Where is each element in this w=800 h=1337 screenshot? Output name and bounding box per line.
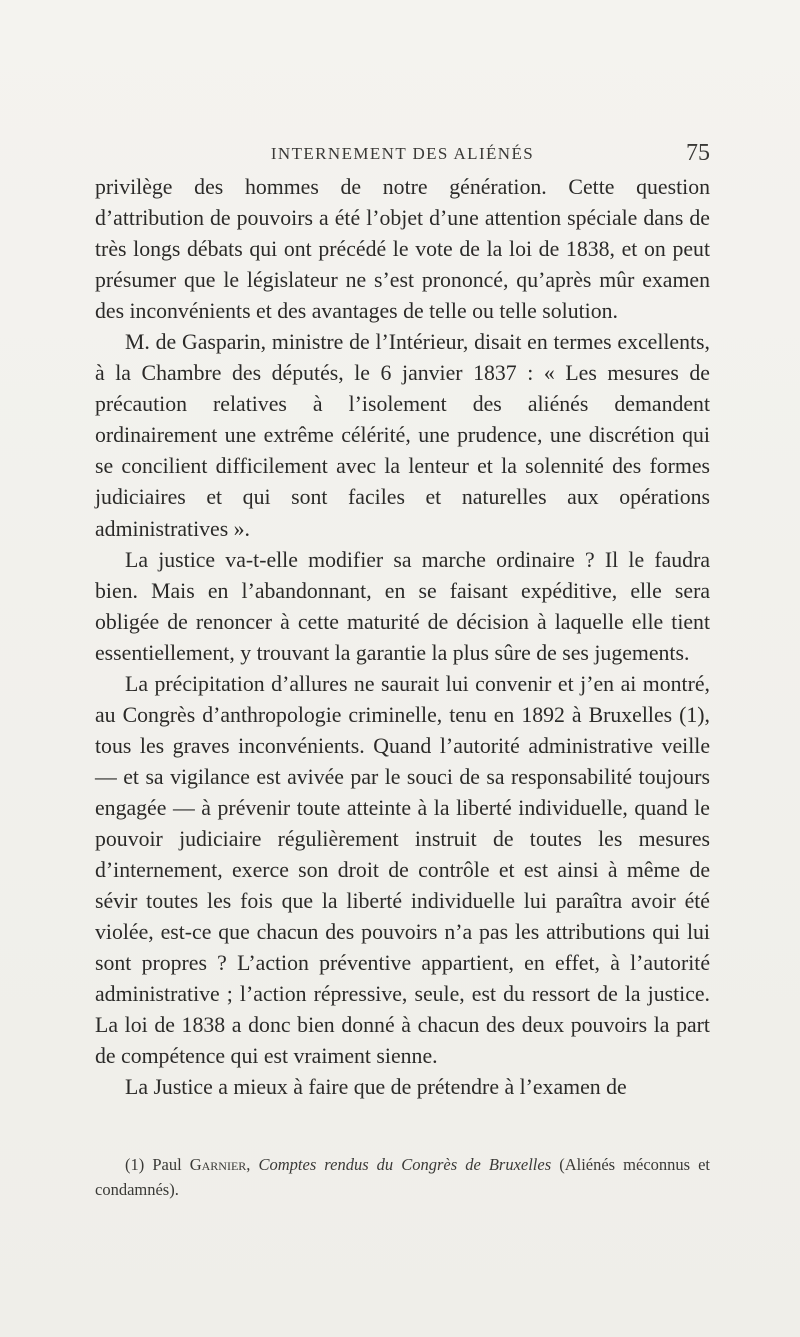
paragraph-final-line: La Justice a mieux à faire que de prétendre à l’examen de xyxy=(125,1075,627,1100)
footnote-rest: (Aliénés méconnus et condamnés). xyxy=(95,1155,711,1199)
running-title: INTERNEMENT DES ALIÉNÉS xyxy=(270,144,535,163)
footnote-author-last: Garnier, xyxy=(189,1155,251,1174)
paragraph-justice-question: La justice va-t-elle modifier sa marche ordinaire ? Il le faudra bien. Mais en l’abandonnant, en se faisant expéditive, elle sera obligée de renoncer à cette maturité de décision à laquelle elle tient essentiellement, y trouvant la garantie la plus sûre de ses jugements. xyxy=(95,547,710,665)
paragraph-continued: privilège des hommes de notre génération. Cette question d’attribution de pouvoirs a été l’objet d’une attention spéciale dans de très longs débats qui ont précédé le vote de la loi de 1838, et on peut présumer que le législateur ne s’est prononcé, qu’après mûr examen des inconvénients et des avantages de telle ou telle solution. xyxy=(95,175,710,324)
paragraph-gasparin-quote: M. de Gasparin, ministre de l’Intérieur, disait en termes excellents, à la Chambre des députés, le 6 janvier 1837 : « Les mesures de précaution relatives à l’isolement des aliénés demandent ordinairement une extrême célérité, une prudence, une discrétion qui se concilient difficilement avec la lenteur et la solennité des formes judiciaires et qui sont faciles et naturelles aux opérations administratives ». xyxy=(95,330,710,541)
paragraph-precipitation: La précipitation d’allures ne saurait lui convenir et j’en ai montré, au Congrès d’anthropologie criminelle, tenu en 1892 à Bruxelles (1), tous les graves inconvénients. Quand l’autorité administrative veille — et sa vigilance est avivée par le souci de sa responsabilité toujours engagée — à prévenir toute atteinte à la liberté individuelle, quand le pouvoir judiciaire régulièrement instruit de toutes les mesures d’internement, exerce son droit de contrôle et est ainsi à même de sévir toutes les fois que la liberté individuelle lui paraîtra avoir été violée, est-ce que chacun des pouvoirs n’a pas les attributions qui lui sont propres ? L’action préventive appartient, en effet, à l’autorité administrative ; l’action répressive, seule, est du ressort de la justice. La loi de 1838 a donc bien donné à chacun des deux pouvoirs la part de compétence qui est vraiment sienne. xyxy=(95,671,710,1069)
body-text xyxy=(95,172,710,1103)
footnote-marker: (1) xyxy=(125,1155,145,1174)
footnote xyxy=(95,1153,710,1202)
page-number: 75 xyxy=(686,140,710,166)
footnote-author-first: Paul xyxy=(152,1155,182,1174)
footnote-title: Comptes rendus du Congrès de Bruxelles xyxy=(258,1155,552,1174)
running-head xyxy=(95,140,710,172)
